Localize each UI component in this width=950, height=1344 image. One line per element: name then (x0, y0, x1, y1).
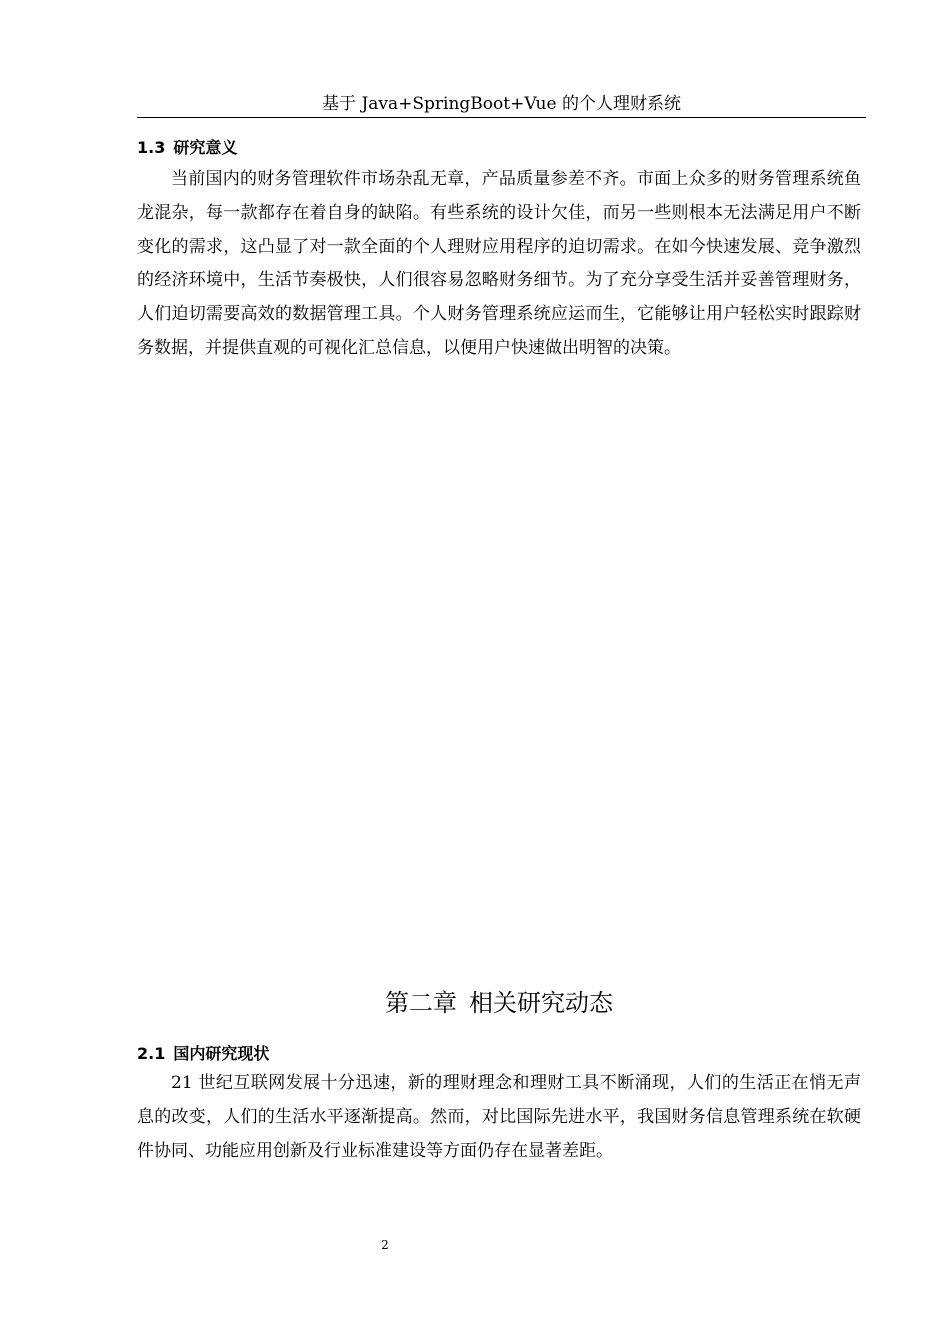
section-2-1-paragraph: 21 世纪互联网发展十分迅速，新的理财理念和理财工具不断涌现，人们的生活正在悄无声息的改变，人们的生活水平逐渐提高。然而，对比国际先进水平，我国财务信息管理系统在软硬件协同、功能应用创新及行业标准建设等方面仍存在显著差距。 (137, 1073, 861, 1161)
chapter-title (137, 985, 861, 1021)
section-number: 2.1 (137, 1044, 166, 1063)
chapter-number: 第二章 (385, 989, 457, 1017)
section-heading-2-1 (137, 1044, 269, 1064)
section-title: 研究意义 (173, 138, 238, 157)
section-1-3-paragraph: 当前国内的财务管理软件市场杂乱无章，产品质量参差不齐。市面上众多的财务管理系统鱼龙混杂，每一款都存在着自身的缺陷。有些系统的设计欠佳，而另一些则根本无法满足用户不断变化的需求，这凸显了对一款全面的个人理财应用程序的迫切需求。在如今快速发展、竞争激烈的经济环境中，生活节奏极快，人们很容易忽略财务细节。为了充分享受生活并妥善管理财务，人们迫切需要高效的数据管理工具。个人财务管理系统应运而生，它能够让用户轻松实时跟踪财务数据，并提供直观的可视化汇总信息，以便用户快速做出明智的决策。 (137, 169, 861, 358)
page-number: 2 (381, 1238, 389, 1252)
section-number: 1.3 (137, 138, 166, 157)
chapter-name: 相关研究动态 (469, 989, 613, 1017)
section-title: 国内研究现状 (173, 1044, 270, 1063)
header-title: 基于 Java+SpringBoot+Vue 的个人理财系统 (322, 94, 681, 114)
page-header (137, 93, 866, 118)
section-heading-1-3 (137, 138, 237, 158)
